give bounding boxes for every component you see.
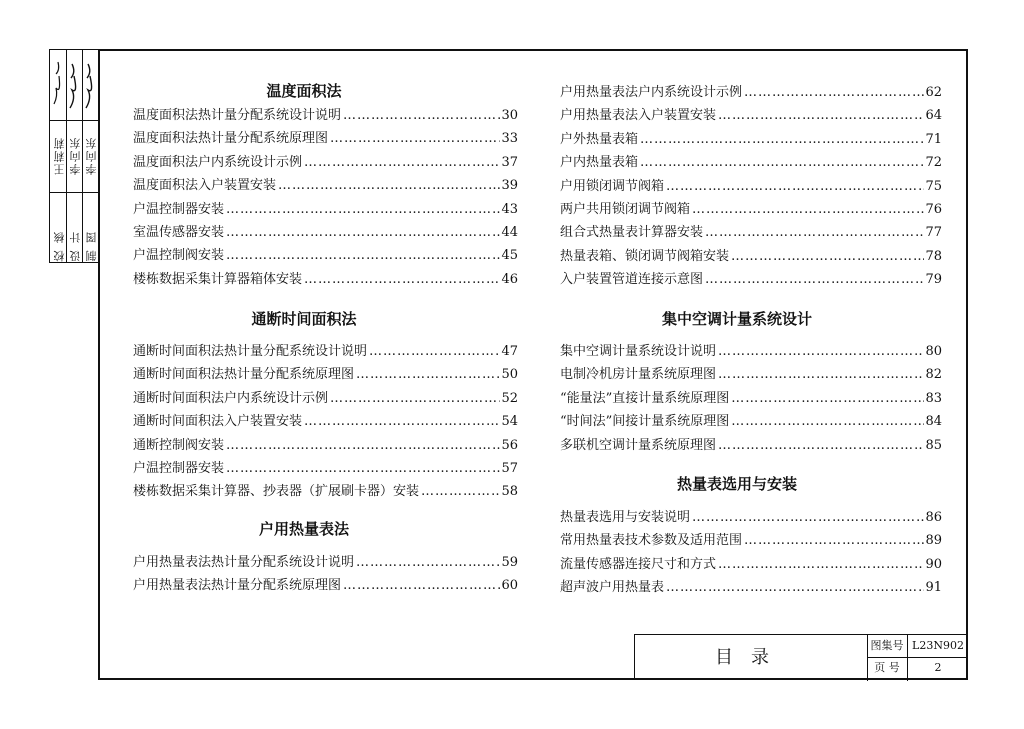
- entry-page: 57: [501, 461, 518, 476]
- dot-leader: [367, 342, 500, 362]
- toc-entry[interactable]: [560, 83, 942, 103]
- entry-title: 电制冷机房计量系统原理图: [560, 367, 717, 383]
- entry-page: 64: [925, 108, 942, 124]
- toc-entry[interactable]: [560, 342, 942, 362]
- entry-page: 62: [925, 85, 942, 100]
- entry-title: 户外热量表箱: [560, 131, 639, 147]
- dot-leader: [302, 412, 500, 432]
- dot-leader: [716, 436, 924, 456]
- entry-page: 52: [501, 390, 518, 406]
- document-title: 目录: [715, 647, 787, 668]
- dot-leader: [729, 247, 924, 267]
- entry-title: 室温传感器安装: [133, 225, 225, 240]
- entry-page: 85: [925, 437, 942, 453]
- dot-leader: [716, 555, 924, 575]
- toc-entry[interactable]: [133, 412, 518, 432]
- entry-title: 温度面积法热计量分配系统设计说明: [133, 108, 342, 123]
- entry-title: 超声波户用热量表: [560, 580, 665, 596]
- dot-leader: [742, 83, 924, 103]
- toc-entry[interactable]: [133, 106, 518, 126]
- dot-leader: [664, 177, 924, 197]
- dot-leader: [638, 130, 924, 150]
- toc-entry[interactable]: [560, 365, 942, 385]
- section-heading: 集中空调计量系统设计: [661, 310, 812, 328]
- entry-title: 楼栋数据采集计算器箱体安装: [133, 271, 303, 287]
- toc-entry[interactable]: [560, 508, 942, 528]
- entry-title: 温度面积法户内系统设计示例: [133, 154, 303, 170]
- entry-page: 90: [925, 556, 942, 572]
- toc-entry[interactable]: [133, 459, 518, 479]
- entry-title: 通断控制阀安装: [133, 437, 225, 453]
- toc-entry[interactable]: [133, 576, 518, 596]
- entry-page: 30: [501, 108, 518, 123]
- section-heading: 温度面积法: [266, 82, 342, 100]
- toc-entry[interactable]: [560, 412, 942, 432]
- dot-leader: [664, 578, 924, 598]
- dot-leader: [716, 365, 924, 385]
- entry-page: 71: [925, 131, 942, 147]
- toc-entry[interactable]: [560, 270, 942, 290]
- dot-leader: [224, 436, 500, 456]
- toc-entry[interactable]: [560, 436, 942, 456]
- entry-page: 86: [925, 510, 942, 525]
- entry-page: 82: [925, 367, 942, 383]
- dot-leader: [224, 459, 500, 479]
- entry-title: 楼栋数据采集计算器、抄表器（扩展刷卡器）安装: [133, 484, 420, 500]
- toc-entry[interactable]: [133, 200, 518, 220]
- toc-entry[interactable]: [133, 389, 518, 409]
- entry-page: 58: [501, 484, 518, 500]
- entry-page: 50: [501, 367, 518, 383]
- dot-leader: [302, 270, 500, 290]
- dot-leader: [354, 365, 500, 385]
- toc-entry[interactable]: [133, 223, 518, 243]
- toc-entry[interactable]: [560, 153, 942, 173]
- entry-page: 47: [501, 344, 518, 359]
- entry-title: 常用热量表技术参数及适用范围: [560, 533, 743, 549]
- dot-leader: [224, 223, 500, 243]
- dot-leader: [729, 389, 924, 409]
- entry-page: 89: [925, 533, 942, 549]
- section-heading: 通断时间面积法: [251, 310, 357, 328]
- entry-title: 组合式热量表计算器安装: [560, 225, 704, 241]
- handwritten-signatures: [50, 54, 100, 116]
- entry-page: 80: [925, 344, 942, 359]
- entry-title: “时间法”间接计量系统原理图: [560, 414, 730, 430]
- section-heading: 户用热量表法: [258, 520, 349, 538]
- entry-title: 通断时间面积法热计量分配系统原理图: [133, 367, 355, 383]
- entry-title: 通断时间面积法热计量分配系统设计说明: [133, 344, 368, 359]
- toc-entry[interactable]: [133, 436, 518, 456]
- toc-entry[interactable]: [560, 223, 942, 243]
- role-reviewer: 校 核: [53, 230, 66, 262]
- entry-page: 78: [925, 248, 942, 264]
- toc-entry[interactable]: [560, 578, 942, 598]
- entry-page: 54: [501, 414, 518, 430]
- toc-entry[interactable]: [133, 270, 518, 290]
- dot-leader: [690, 508, 924, 528]
- dot-leader: [276, 176, 500, 196]
- entry-title: 户用热量表法户内系统设计示例: [560, 85, 743, 100]
- toc-entry[interactable]: [133, 365, 518, 385]
- entry-title: 户用热量表法热计量分配系统原理图: [133, 578, 342, 594]
- role-designer: 设 计: [69, 230, 82, 262]
- toc-entry[interactable]: [133, 153, 518, 173]
- entry-page: 39: [501, 178, 518, 194]
- entry-page: 75: [925, 178, 942, 194]
- name-designer: 李向东: [69, 136, 82, 175]
- entry-page: 43: [501, 201, 518, 217]
- entry-page: 46: [501, 271, 518, 287]
- dot-leader: [716, 106, 924, 126]
- entry-title: 户用锁闭调节阀箱: [560, 178, 665, 194]
- toc-entry[interactable]: [560, 130, 942, 150]
- entry-page: 76: [925, 202, 942, 217]
- toc-entry[interactable]: [133, 482, 518, 502]
- dot-leader: [729, 412, 924, 432]
- entry-page: 44: [501, 225, 518, 240]
- toc-entry[interactable]: [133, 246, 518, 266]
- entry-title: 户温控制器安装: [133, 461, 225, 476]
- dot-leader: [302, 153, 500, 173]
- dot-leader: [341, 106, 500, 126]
- dot-leader: [742, 531, 924, 551]
- toc-entry[interactable]: [133, 342, 518, 362]
- section-heading: 热量表选用与安装: [676, 475, 797, 493]
- entry-title: 流量传感器连接尺寸和方式: [560, 556, 717, 572]
- entry-title: 热量表选用与安装说明: [560, 510, 691, 525]
- dot-leader: [703, 223, 924, 243]
- entry-title: “能量法”直接计量系统原理图: [560, 390, 730, 406]
- signature-block: [49, 49, 99, 263]
- entry-page: 59: [501, 555, 518, 570]
- entry-title: 通断时间面积法入户装置安装: [133, 414, 303, 430]
- toc-entry[interactable]: [560, 531, 942, 551]
- entry-title: 户内热量表箱: [560, 155, 639, 171]
- dot-leader: [224, 246, 500, 266]
- dot-leader: [716, 342, 924, 362]
- entry-title: 户用热量表法热计量分配系统设计说明: [133, 555, 355, 570]
- entry-title: 集中空调计量系统设计说明: [560, 344, 717, 359]
- toc-entry[interactable]: [560, 200, 942, 220]
- entry-page: 37: [501, 154, 518, 170]
- dot-leader: [341, 576, 500, 596]
- toc-entry[interactable]: [560, 106, 942, 126]
- name-reviewer: 王莉莉: [53, 136, 66, 175]
- entry-title: 温度面积法入户装置安装: [133, 178, 277, 194]
- atlas-number-value: L23N902: [912, 639, 964, 652]
- entry-page: 56: [501, 437, 518, 453]
- dot-leader: [690, 200, 924, 220]
- dot-leader: [419, 482, 500, 502]
- entry-title: 通断时间面积法户内系统设计示例: [133, 390, 329, 406]
- dot-leader: [328, 129, 500, 149]
- toc-entry[interactable]: [133, 129, 518, 149]
- page-number-label: 页 号: [874, 661, 900, 674]
- entry-page: 60: [501, 578, 518, 594]
- dot-leader: [328, 389, 500, 409]
- entry-title: 两户共用锁闭调节阀箱: [560, 202, 691, 217]
- entry-title: 户温控制器安装: [133, 201, 225, 217]
- name-drafter: 李向东: [85, 136, 98, 175]
- dot-leader: [354, 553, 500, 573]
- atlas-number-label: 图集号: [870, 639, 904, 652]
- entry-page: 84: [925, 414, 942, 430]
- toc-entry[interactable]: [133, 176, 518, 196]
- entry-page: 33: [501, 131, 518, 147]
- entry-page: 72: [925, 155, 942, 171]
- toc-entry[interactable]: [560, 389, 942, 409]
- entry-title: 温度面积法热计量分配系统原理图: [133, 131, 329, 147]
- entry-page: 45: [501, 248, 518, 264]
- entry-page: 83: [925, 390, 942, 406]
- title-block: [634, 634, 968, 680]
- role-drafter: 制 图: [85, 230, 98, 262]
- entry-title: 户温控制阀安装: [133, 248, 225, 264]
- toc-entry[interactable]: [560, 177, 942, 197]
- entry-page: 77: [925, 225, 942, 241]
- toc-entry[interactable]: [133, 553, 518, 573]
- entry-title: 热量表箱、锁闭调节阀箱安装: [560, 248, 730, 264]
- dot-leader: [703, 270, 924, 290]
- entry-title: 户用热量表法入户装置安装: [560, 108, 717, 124]
- entry-page: 79: [925, 272, 942, 288]
- toc-entry[interactable]: [560, 555, 942, 575]
- dot-leader: [224, 200, 500, 220]
- entry-page: 91: [925, 580, 942, 596]
- entry-title: 入户装置管道连接示意图: [560, 272, 704, 288]
- page-number-value: 2: [934, 661, 942, 674]
- toc-entry[interactable]: [560, 247, 942, 267]
- entry-title: 多联机空调计量系统原理图: [560, 437, 717, 453]
- dot-leader: [638, 153, 924, 173]
